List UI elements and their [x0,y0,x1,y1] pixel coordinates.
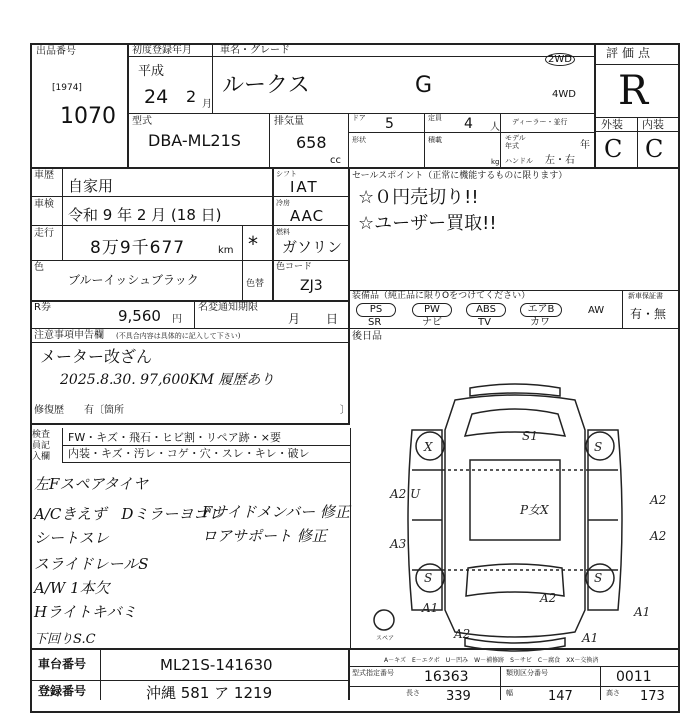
ac-label: 冷房 [276,199,290,207]
divider [30,328,680,329]
color-code-label: 色コード [276,262,313,272]
mileage-label: 走行 [34,228,54,239]
displacement-label: 排気量 [274,116,304,127]
grade: G [415,73,433,98]
divider [269,113,270,168]
mark-a2-right: A2 [650,493,667,507]
divider [30,167,680,169]
name-label: 車名・グレード [220,45,290,56]
divider [594,43,596,168]
notes-line-1: メーター改ざん [40,347,153,366]
equip-sr: SR [368,317,382,328]
use-value: 自家用 [68,177,114,195]
equip-leather: カワ [530,317,550,328]
exterior-label: 外装 [601,118,623,131]
rear-label: 後日品 [352,331,382,342]
equip-navi: ナビ [422,317,442,328]
divider [30,423,350,425]
repair-label: 修復歴 [34,405,64,416]
month-unit: 月 [202,99,212,110]
divider [30,342,348,343]
mark-roof: P女X [520,503,549,517]
interior-score: C [645,135,664,163]
lot-number: 1070 [60,104,116,129]
type-cert-label: 型式指定番号 [352,669,394,677]
hand-note-9: 下回りS.C [34,632,96,647]
mileage-mark: * [248,232,258,256]
mark-a1-bottom: A1 [582,631,599,645]
height-value: 173 [640,689,665,704]
model: DBA-ML21S [148,131,241,150]
divider [348,666,680,667]
repair-close: 〕 [340,405,350,416]
model-year-label: モデル年式 [505,134,526,150]
hand-note-5: ロアサポート 修正 [202,527,327,545]
inspector-legend-1: FW・キズ・飛石・ヒビ割・リペア跡・×要 [68,431,281,444]
notes-label: 注意事項申告欄 [34,330,104,341]
lot-sub: [1974] [52,83,82,93]
transfer-label: 名変通知期限 [198,302,258,313]
color-label: 色 [34,262,44,273]
yen-unit: 円 [172,314,182,325]
dealer-label: ディーラー・並行 [512,118,568,126]
lot-label: 出品番号 [36,46,76,57]
reg-label: 登録番号 [38,684,87,698]
mark-s-rr: S [594,571,603,585]
height-label: 高さ [606,689,620,697]
divider [100,648,101,700]
fuel-value: ガソリン [282,238,343,256]
divider [30,680,348,681]
divider [622,290,623,328]
divider [348,686,680,687]
hand-note-8: Hライトキバミ [34,603,137,621]
mark-s-rl: S [424,571,433,585]
reg-value: 沖縄 581 ア 1219 [146,684,273,702]
divider [348,113,349,168]
length-value: 339 [446,689,471,704]
hand-note-7: A/W 1本欠 [34,579,110,597]
displacement: 658 [296,133,327,152]
capacity-label: 定員 [428,114,442,122]
handle-value: 左・右 [545,155,575,166]
divider [30,300,348,302]
reg-month: 2 [186,87,197,106]
recycle-value: 9,560 [118,307,161,325]
repair-value: 有〔箇所 [84,405,124,416]
divider [62,445,350,446]
load-label: 積載 [428,136,442,144]
divider [500,113,501,168]
class-value: 0011 [616,669,652,685]
divider [348,648,350,700]
model-label: 型式 [132,116,152,127]
hand-note-2: A/Cきえず Dミラーヨゴレ [34,505,224,523]
divider [30,260,348,261]
chassis-label: 車台番号 [38,657,87,671]
divider [242,225,243,260]
color-value: ブルーイッシュブラック [68,273,199,287]
new-cert-label: 新車保証書 [628,292,663,300]
spare-label: スペア [376,635,395,642]
use-label: 車歴 [34,170,54,181]
km-unit: km [218,245,234,256]
year-unit: 年 [580,140,590,151]
mark-a2-right-2: A2 [650,529,667,543]
shift-label: シフト [276,170,297,178]
transfer-month: 月 [288,312,301,326]
mark-a2-bottom: A2 [454,627,471,641]
equip-abs: ABS [466,303,506,317]
divider [424,113,425,168]
hand-note-6: スライドレールS [34,555,149,573]
equip-aw: AW [588,305,605,316]
sales-point-2: ☆ユーザー買取!! [358,213,497,234]
hand-note-1: 左Fスペアタイヤ [34,475,149,493]
drive-4wd: 4WD [552,89,576,100]
divider [594,64,680,65]
mark-x: X [424,440,433,454]
inspector-legend-2: 内装・キズ・汚レ・コゲ・穴・スレ・キレ・破レ [68,447,310,460]
divider [348,168,350,328]
mark-a2u: A2 U [390,487,421,501]
divider [212,43,213,113]
shape-label: 形状 [352,136,366,144]
eval-label: 評価点 [606,46,655,60]
divider [637,117,638,168]
width-value: 147 [548,689,573,704]
sales-points-label: セールスポイント（正常に機能するものに限ります） [352,171,568,181]
mark-s-fr: S [594,440,603,454]
chassis-value: ML21S-141630 [160,656,273,674]
mark-a1-right: A1 [634,605,651,619]
new-cert-value: 有・無 [630,307,667,321]
doors-label: ドア [352,114,366,122]
kg-unit: kg [491,158,500,166]
inspector-label: 検査員記入欄 [32,430,51,462]
shift-value: IAT [290,178,319,196]
car-damage-diagram [350,370,680,660]
type-cert-value: 16363 [424,669,469,685]
interior-label: 内装 [642,118,664,131]
damage-legend: A－キズ E－エクボ U－凹み W－補修跡 S－サビ C－腐食 XX－交換済 [384,657,599,664]
divider [272,168,274,300]
equip-pw: PW [412,303,452,317]
color-change-label: 色替 [246,279,265,289]
handle-label: ハンドル [505,157,533,165]
notes-line-2: 2025.8.30. 97,600KM 履歴あり [60,372,275,388]
equip-tv: TV [478,317,491,328]
equip-ps: PS [356,303,396,317]
mark-s1: S1 [522,429,538,443]
first-reg-label: 初度登録年月 [132,45,192,56]
inspection-label: 車検 [34,199,54,210]
divider [127,43,129,168]
divider [62,462,350,463]
divider [500,666,501,700]
hand-note-4: シートスレ [34,529,109,547]
reg-year: 24 [144,86,169,108]
mileage-value: 8万9千677 [90,238,186,258]
divider [127,56,594,57]
capacity: 4 [464,116,473,132]
mark-a2-rear: A2 [540,591,557,605]
notes-sublabel: (不具合内容は具体的に記入して下さい) [116,332,241,340]
recycle-label: R券 [34,302,51,313]
sales-point-1: ☆０円売切り!! [358,187,479,208]
width-label: 幅 [506,689,513,697]
mark-a1-left: A1 [422,601,439,615]
doors: 5 [385,116,394,132]
fuel-label: 燃料 [276,228,290,236]
era: 平成 [138,64,165,79]
color-code: ZJ3 [300,278,323,294]
transfer-day: 日 [326,312,339,326]
exterior-score: C [604,135,623,163]
inspection-value: 令和 9 年 2 月 (18 日) [68,206,222,224]
divider [242,260,243,300]
divider [600,666,601,700]
hand-note-3: Fサイドメンバー 修正 [202,503,350,521]
ac-value: AAC [290,207,325,225]
divider [30,225,348,226]
class-label: 類別区分番号 [506,669,548,677]
length-label: 長さ [406,689,420,697]
capacity-unit: 人 [490,122,500,133]
divider [62,168,63,260]
drive-2wd: 2WD [545,53,575,66]
divider [30,648,680,650]
cc-unit: cc [330,155,341,166]
equip-airbag: エアB [520,303,562,317]
mark-a3: A3 [390,537,407,551]
divider [194,300,195,328]
car-name: ルークス [222,73,310,98]
divider [30,196,348,197]
equipment-label: 装備品（純正品に限りОをつけてください） [352,291,531,301]
eval-score: R [618,68,649,114]
